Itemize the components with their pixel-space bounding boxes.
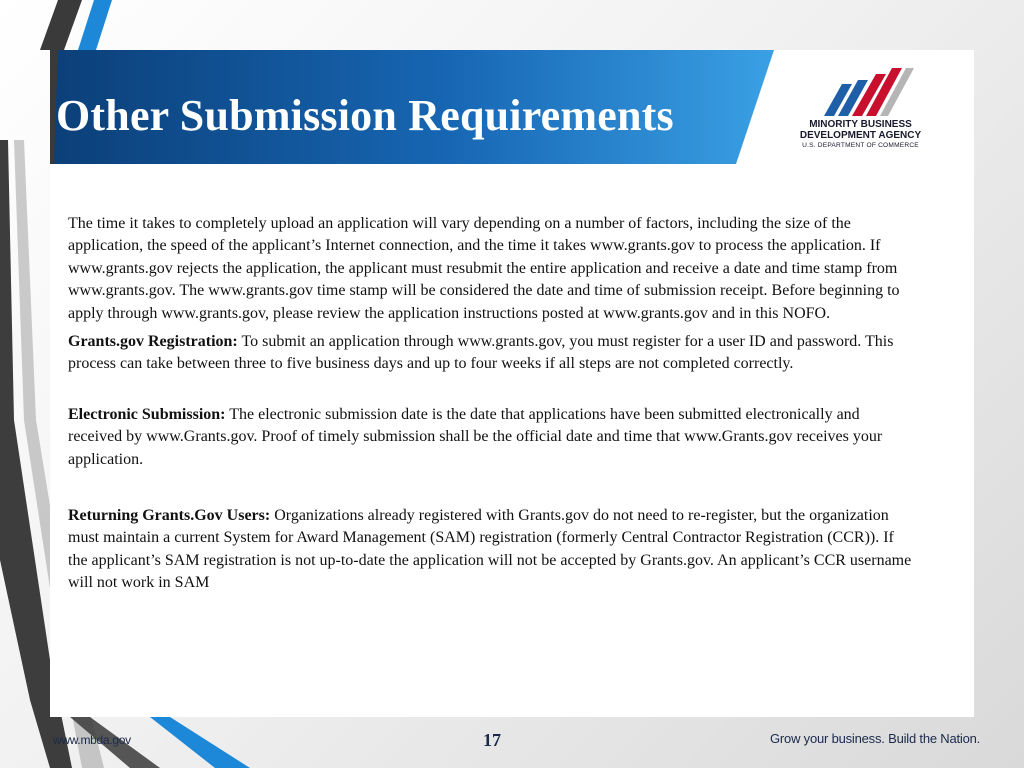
electronic-submission-label: Electronic Submission: xyxy=(68,405,226,423)
page-number: 17 xyxy=(483,730,501,750)
slide-panel xyxy=(50,50,974,717)
electronic-submission-text: The electronic submission date is the date that applications have been submitted electronically and received by www.Grants.gov. Proof of timely submission shall be the official date and time that www.Grants.gov receives your application. xyxy=(68,405,883,468)
registration-text: To submit an application through www.grants.gov, you must register for a user ID and password. This process can take between three to five business days and up to four weeks if all steps are not completed correctly. xyxy=(68,333,894,373)
returning-users-label: Returning Grants.Gov Users: xyxy=(68,507,271,525)
logo-line-1: MINORITY BUSINESS xyxy=(809,119,912,130)
stripe-dark-top xyxy=(40,0,82,50)
mbda-logo-icon xyxy=(798,66,923,122)
registration-label: Grants.gov Registration: xyxy=(68,333,238,351)
footer-url[interactable]: www.mbda.gov xyxy=(53,733,131,747)
mbda-logo xyxy=(798,66,923,158)
stripe-blue-bottom xyxy=(150,717,250,768)
paragraph-upload-time: The time it takes to completely upload an application will vary depending on a number of factors, including the size of the application, the speed of the applicant’s Internet connection, and the time it takes www.grants.gov to process the application. If www.grants.gov rejects the application, the applicant must resubmit the entire application and receive a date and time stamp from www.grants.gov. The www.grants.gov time stamp will be considered the date and time of submission receipt. Before beginning to apply through www.grants.gov, please review the application instructions posted at www.grants.gov and in this NOFO. xyxy=(68,215,900,322)
returning-users-text: Organizations already registered with Grants.gov do not need to re-register, but the organization must maintain a current System for Award Management (SAM) registration (formerly Central Contractor Registration (CCR)). If the applicant’s SAM registration is not up-to-date the application will not be accepted by Grants.gov. An applicant’s CCR username will not work in SAM xyxy=(68,507,912,592)
body-content xyxy=(68,213,914,595)
paragraph-returning-users xyxy=(68,505,914,595)
paragraph-electronic-submission xyxy=(68,404,914,471)
paragraph-registration xyxy=(68,331,914,376)
logo-line-2: DEVELOPMENT AGENCY xyxy=(799,130,922,141)
footer-tagline: Grow your business. Build the Nation. xyxy=(770,731,981,746)
page-title: Other Submission Requirements xyxy=(56,91,674,140)
logo-line-3: U.S. DEPARTMENT OF COMMERCE xyxy=(802,142,919,149)
stripe-blue-top xyxy=(78,0,112,50)
